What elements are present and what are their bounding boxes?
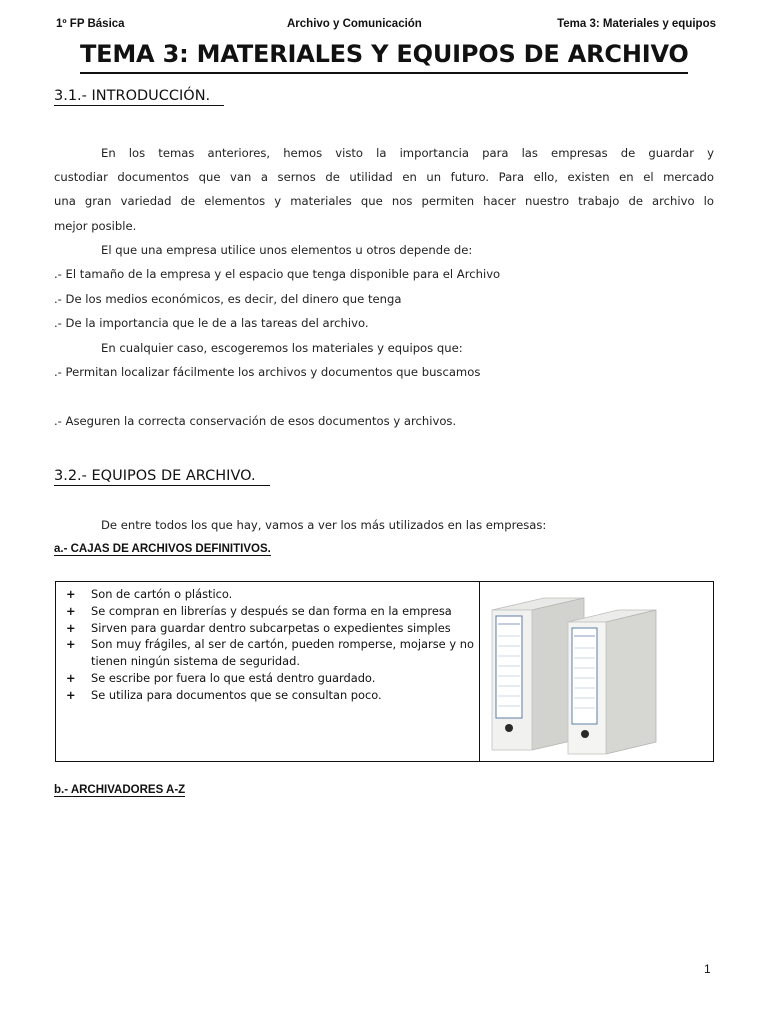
subheading-binders-text: b.- ARCHIVADORES A-Z [54,784,186,796]
subheading-binders [54,784,185,796]
section-heading-equipment-text: 3.2.- EQUIPOS DE ARCHIVO. [54,468,270,486]
depends-item: .- De la importancia que le de a las tareas del archivo. [54,316,369,330]
title-underline [80,72,688,74]
page-title: TEMA 3: MATERIALES Y EQUIPOS DE ARCHIVO [80,40,689,68]
page-number: 1 [704,962,711,976]
intro-line: custodiar documentos que van a sernos de utilidad en un futuro. Para ello, existen en el mercado [54,170,714,184]
intro-line: mejor posible. [54,219,137,233]
archive-box-front [568,610,656,754]
choose-item: .- Aseguren la correcta conservación de esos documentos y archivos. [54,414,457,428]
depends-intro: El que una empresa utilice unos elementos u otros depende de: [101,243,473,257]
section-heading-equipment [54,468,270,486]
header-subject: Archivo y Comunicación [287,18,422,30]
depends-item: .- De los medios económicos, es decir, del dinero que tenga [54,292,402,306]
choose-intro: En cualquier caso, escogeremos los materiales y equipos que: [101,341,463,355]
boxes-table [55,581,714,762]
boxes-bullet-list [66,586,474,704]
list-item: + Se escribe por fuera lo que está dentro guardado. [66,670,474,687]
depends-item: .- El tamaño de la empresa y el espacio que tenga disponible para el Archivo [54,267,501,281]
intro-line: En los temas anteriores, hemos visto la importancia para las empresas de guardar y [101,146,714,160]
intro-line: una gran variedad de elementos y materiales que nos permiten hacer nuestro trabajo de archivo lo [54,194,714,208]
list-item: + Se compran en librerías y después se dan forma en la empresa [66,603,474,620]
subheading-boxes-text: a.- CAJAS DE ARCHIVOS DEFINITIVOS. [54,543,271,555]
page-header [56,18,716,34]
archive-boxes-image [486,588,710,756]
header-topic: Tema 3: Materiales y equipos [557,18,716,30]
list-item: + Sirven para guardar dentro subcarpetas o expedientes simples [66,620,474,637]
equipment-intro-text: De entre todos los que hay, vamos a ver los más utilizados en las empresas: [101,518,547,532]
header-course: 1º FP Básica [56,18,125,30]
table-divider [479,582,480,761]
subheading-boxes [54,543,271,555]
list-item: + Son de cartón o plástico. [66,586,474,603]
choose-item: .- Permitan localizar fácilmente los archivos y documentos que buscamos [54,365,481,379]
section-heading-intro [54,88,224,106]
list-item: + Se utiliza para documentos que se consultan poco. [66,687,474,704]
list-item: + Son muy frágiles, al ser de cartón, pueden romperse, mojarse y no tienen ningún sistema de seguridad. [66,636,474,670]
section-heading-intro-text: 3.1.- INTRODUCCIÓN. [54,88,224,106]
